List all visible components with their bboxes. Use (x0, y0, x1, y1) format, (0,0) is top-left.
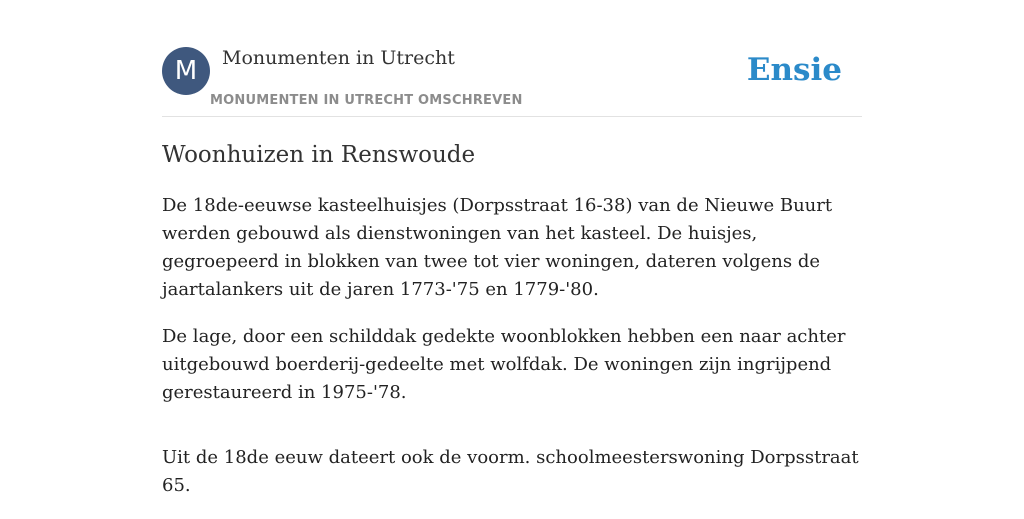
site-title[interactable]: Monumenten in Utrecht (222, 47, 455, 69)
page (162, 0, 862, 496)
brand-logo[interactable]: Ensie (746, 52, 842, 88)
article-paragraph: Uit de 18de eeuw dateert ook de voorm. schoolmeesterswoning Dorpsstraat 65. (162, 447, 859, 496)
article-paragraph: De 18de-eeuwse kasteelhuisjes (Dorpsstraat 16-38) van de Nieuwe Buurt werden gebouwd als dienstwoningen van het kasteel. De huisjes, gegroepeerd in blokken van twee tot vier woningen, dateren volgens de jaartalankers uit de jaren 1773-'75 en 1779-'80. (162, 195, 833, 300)
article-body (162, 192, 862, 519)
avatar[interactable]: M (162, 47, 210, 95)
header (162, 0, 862, 117)
article-title: Woonhuizen in Renswoude (162, 142, 476, 168)
article-paragraph: De lage, door een schilddak gedekte woonblokken hebben een naar achter uitgebouwd boerderij-gedeelte met wolfdak. De woningen zijn ingrijpend gerestaureerd in 1975-'78. (162, 326, 846, 403)
site-subtitle: MONUMENTEN IN UTRECHT OMSCHREVEN (210, 93, 523, 108)
